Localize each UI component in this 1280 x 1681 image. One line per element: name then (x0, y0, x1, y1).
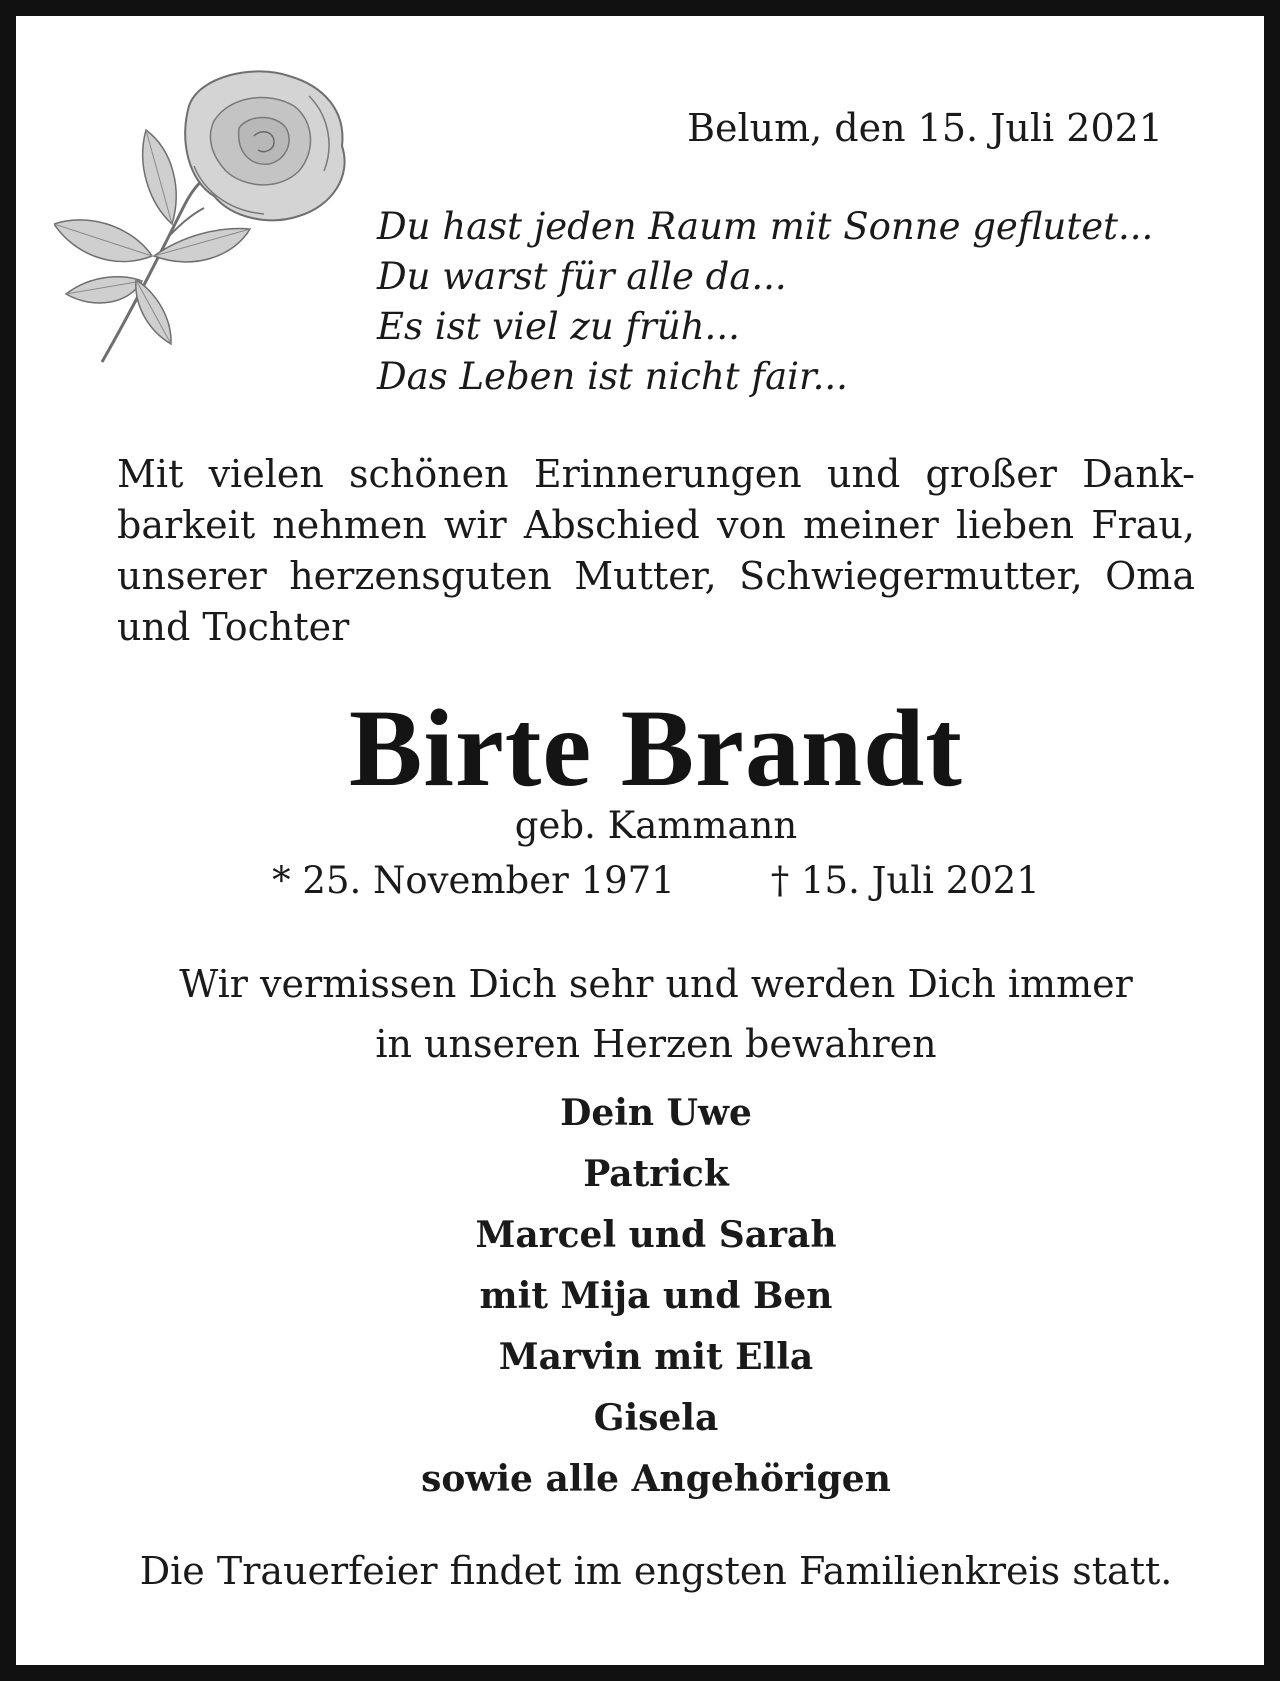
mourner-name: Dein Uwe (560, 1092, 752, 1134)
mourners-list (16, 1083, 1280, 1510)
mourner-name: mit Mija und Ben (479, 1275, 833, 1317)
intro-line: und Tochter (117, 605, 350, 649)
mourner-name: Marvin mit Ella (498, 1336, 814, 1378)
maiden-name: geb. Kammann (514, 804, 798, 847)
death-date: † 15. Juli 2021 (770, 859, 1040, 902)
birth-date: * 25. November 1971 (272, 859, 675, 902)
mourner-name: sowie alle Angehörigen (421, 1458, 891, 1500)
funeral-note: Die Trauerfeier findet im engsten Familienkreis statt. (139, 1549, 1173, 1593)
place-date: Belum, den 15. Juli 2021 (687, 106, 1163, 150)
deceased-name: Birte Brandt (349, 687, 963, 809)
mourner-name: Gisela (593, 1397, 719, 1439)
poem-line: Das Leben ist nicht fair... (377, 355, 848, 398)
intro-paragraph (117, 449, 1195, 653)
intro-line: Mit vielen schönen Erinnerungen und großer Dank- (117, 452, 1195, 496)
mourner-name: Marcel und Sarah (475, 1214, 837, 1256)
intro-line: unserer herzensguten Mutter, Schwiegermutter, Oma (117, 554, 1195, 598)
poem-line: Du hast jeden Raum mit Sonne geflutet... (377, 205, 1154, 248)
mourner-name: Patrick (583, 1153, 729, 1195)
poem (377, 202, 1153, 402)
poem-line: Du warst für alle da... (377, 255, 787, 298)
message-line: in unseren Herzen bewahren (375, 1022, 937, 1066)
message-line: Wir vermissen Dich sehr und werden Dich immer (179, 962, 1133, 1006)
remembrance-message (16, 954, 1280, 1074)
rose-icon (54, 66, 374, 396)
poem-line: Es ist viel zu früh... (377, 305, 740, 348)
intro-line: barkeit nehmen wir Abschied von meiner lieben Frau, (117, 503, 1195, 547)
life-dates (16, 858, 1280, 904)
